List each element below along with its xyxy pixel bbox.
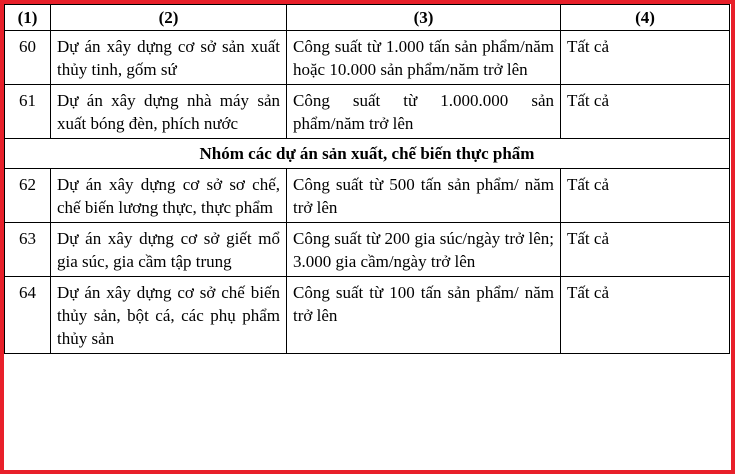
header-col-2: (2) bbox=[51, 5, 287, 31]
scope: Tất cả bbox=[561, 31, 730, 85]
row-number: 62 bbox=[5, 169, 51, 223]
project-table bbox=[4, 4, 730, 354]
header-row bbox=[5, 5, 730, 31]
header-col-4: (4) bbox=[561, 5, 730, 31]
scope: Tất cả bbox=[561, 169, 730, 223]
capacity-threshold: Công suất từ 500 tấn sản phẩm/ năm trở lên bbox=[287, 169, 561, 223]
group-header-row bbox=[5, 139, 730, 169]
row-number: 60 bbox=[5, 31, 51, 85]
row-number: 64 bbox=[5, 277, 51, 354]
project-type: Dự án xây dựng cơ sở giết mổ gia súc, gia cầm tập trung bbox=[51, 223, 287, 277]
header-col-1: (1) bbox=[5, 5, 51, 31]
capacity-threshold: Công suất từ 100 tấn sản phẩm/ năm trở lên bbox=[287, 277, 561, 354]
table-row bbox=[5, 85, 730, 139]
scope: Tất cả bbox=[561, 223, 730, 277]
table-row bbox=[5, 277, 730, 354]
project-type: Dự án xây dựng cơ sở sản xuất thủy tinh, gốm sứ bbox=[51, 31, 287, 85]
table-row bbox=[5, 223, 730, 277]
scope: Tất cả bbox=[561, 85, 730, 139]
capacity-threshold: Công suất từ 200 gia súc/ngày trở lên; 3.000 gia cầm/ngày trở lên bbox=[287, 223, 561, 277]
project-type: Dự án xây dựng cơ sở sơ chế, chế biến lương thực, thực phẩm bbox=[51, 169, 287, 223]
row-number: 61 bbox=[5, 85, 51, 139]
scope: Tất cả bbox=[561, 277, 730, 354]
capacity-threshold: Công suất từ 1.000 tấn sản phẩm/năm hoặc 10.000 sản phẩm/năm trở lên bbox=[287, 31, 561, 85]
capacity-threshold: Công suất từ 1.000.000 sản phẩm/năm trở lên bbox=[287, 85, 561, 139]
project-type: Dự án xây dựng cơ sở chế biến thủy sản, bột cá, các phụ phẩm thủy sản bbox=[51, 277, 287, 354]
table-row bbox=[5, 31, 730, 85]
header-col-3: (3) bbox=[287, 5, 561, 31]
table-row bbox=[5, 169, 730, 223]
group-title: Nhóm các dự án sản xuất, chế biến thực phẩm bbox=[5, 139, 730, 169]
row-number: 63 bbox=[5, 223, 51, 277]
project-type: Dự án xây dựng nhà máy sản xuất bóng đèn, phích nước bbox=[51, 85, 287, 139]
